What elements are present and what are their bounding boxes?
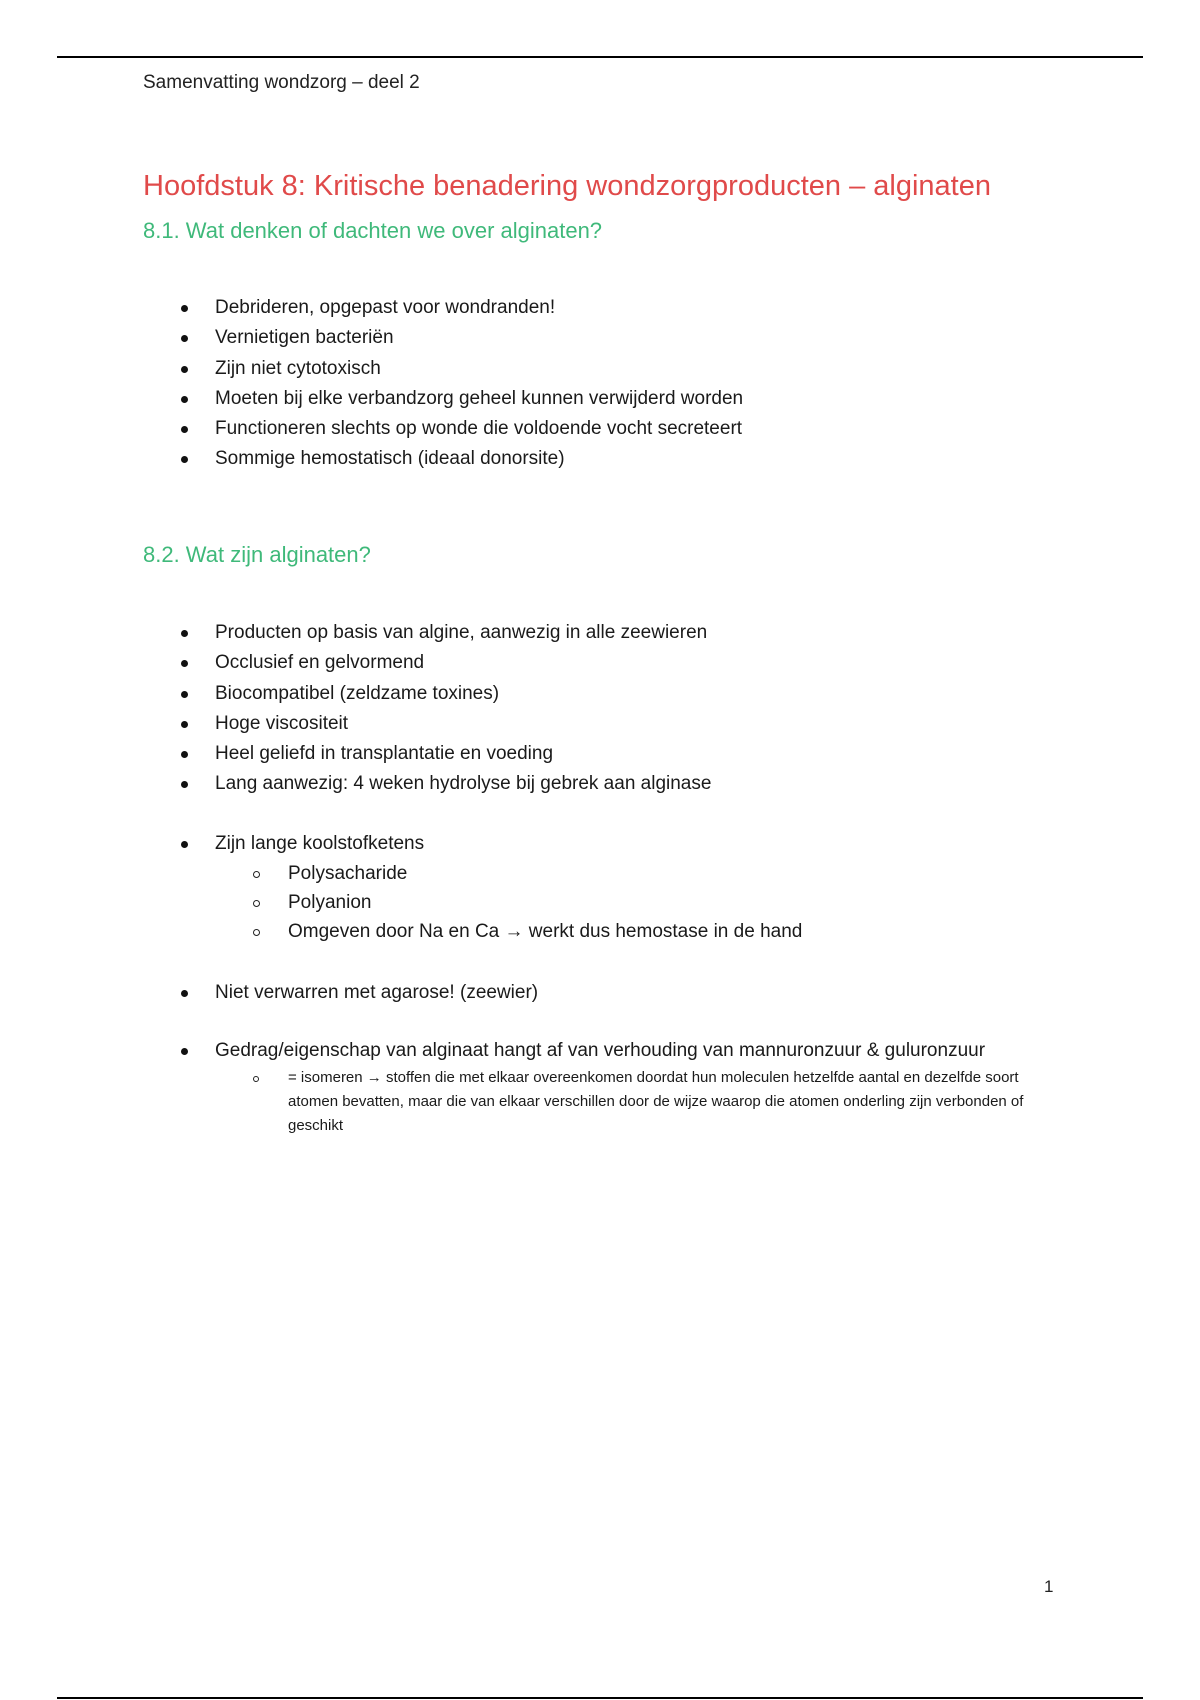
circle-bullet-icon	[253, 871, 260, 878]
list-item: Moeten bij elke verbandzorg geheel kunnen verwijderd worden	[0, 384, 743, 414]
list-item: Biocompatibel (zeldzame toxines)	[0, 679, 711, 709]
list-item: Vernietigen bacteriën	[0, 323, 743, 353]
bullet-icon	[181, 751, 188, 758]
circle-bullet-icon	[253, 900, 260, 907]
sub-list-item: Omgeven door Na en Ca → werkt dus hemostase in de hand	[0, 917, 802, 946]
sub-list-item: Polysacharide	[0, 859, 802, 888]
list-item: Heel geliefd in transplantatie en voeding	[0, 739, 711, 769]
gedrag-sublist	[215, 1066, 1028, 1138]
running-header: Samenvatting wondzorg – deel 2	[143, 72, 420, 93]
list-item: Zijn niet cytotoxisch	[0, 354, 743, 384]
list-item: Gedrag/eigenschap van alginaat hangt af van verhouding van mannuronzuur & guluronzuur = isomeren → stoffen die met elkaar overeenkomen doordat hun moleculen hetzelfde aantal en dezelfde soort atomen bevatten, maar die van elkaar verschillen door de wijze waarop die atomen onderling zijn verbonden of geschikt	[0, 1036, 1028, 1138]
list-item: Lang aanwezig: 4 weken hydrolyse bij gebrek aan alginase	[0, 769, 711, 799]
list-item: Occlusief en gelvormend	[0, 648, 711, 678]
section-8-1-title: 8.1. Wat denken of dachten we over alginaten?	[143, 218, 603, 243]
gedrag-list	[0, 1036, 1028, 1138]
header-rule	[57, 56, 1143, 58]
list-item: Niet verwarren met agarose! (zeewier)	[0, 978, 538, 1008]
bullet-icon	[181, 456, 188, 463]
bullet-icon	[181, 426, 188, 433]
bullet-icon	[181, 841, 188, 848]
sub-list-item: Polyanion	[0, 888, 802, 917]
circle-bullet-icon	[253, 929, 260, 936]
bullet-icon	[181, 1048, 188, 1055]
koolstof-list	[0, 829, 802, 946]
sub-list-item: = isomeren → stoffen die met elkaar overeenkomen doordat hun moleculen hetzelfde aantal en dezelfde soort atomen bevatten, maar die van elkaar verschillen door de wijze waarop die atomen onderling zijn verbonden of geschikt	[0, 1066, 1028, 1138]
list-item: Debrideren, opgepast voor wondranden!	[0, 293, 743, 323]
footer-rule	[57, 1697, 1143, 1699]
bullet-icon	[181, 781, 188, 788]
chapter-title: Hoofdstuk 8: Kritische benadering wondzorgproducten – alginaten	[143, 170, 991, 202]
list-item: Hoge viscositeit	[0, 709, 711, 739]
bullet-icon	[181, 366, 188, 373]
bullet-icon	[181, 691, 188, 698]
list-item: Zijn lange koolstofketens Polysacharide Polyanion Omgeven door Na en Ca → werkt dus hemostase in de hand	[0, 829, 802, 946]
bullet-icon	[181, 305, 188, 312]
bullet-icon	[181, 335, 188, 342]
bullet-icon	[181, 396, 188, 403]
list-item: Producten op basis van algine, aanwezig in alle zeewieren	[0, 618, 711, 648]
bullet-icon	[181, 990, 188, 997]
circle-bullet-icon	[253, 1076, 259, 1082]
list-item: Functioneren slechts op wonde die voldoende vocht secreteert	[0, 414, 743, 444]
bullet-icon	[181, 660, 188, 667]
page-number: 1	[1044, 1577, 1054, 1596]
bullet-icon	[181, 721, 188, 728]
list-item: Sommige hemostatisch (ideaal donorsite)	[0, 444, 743, 474]
section-8-1-list	[0, 293, 743, 475]
koolstof-sublist	[215, 859, 802, 946]
section-8-2-list	[0, 618, 711, 800]
section-8-2-title: 8.2. Wat zijn alginaten?	[143, 542, 371, 567]
agarose-list	[0, 978, 538, 1008]
bullet-icon	[181, 630, 188, 637]
